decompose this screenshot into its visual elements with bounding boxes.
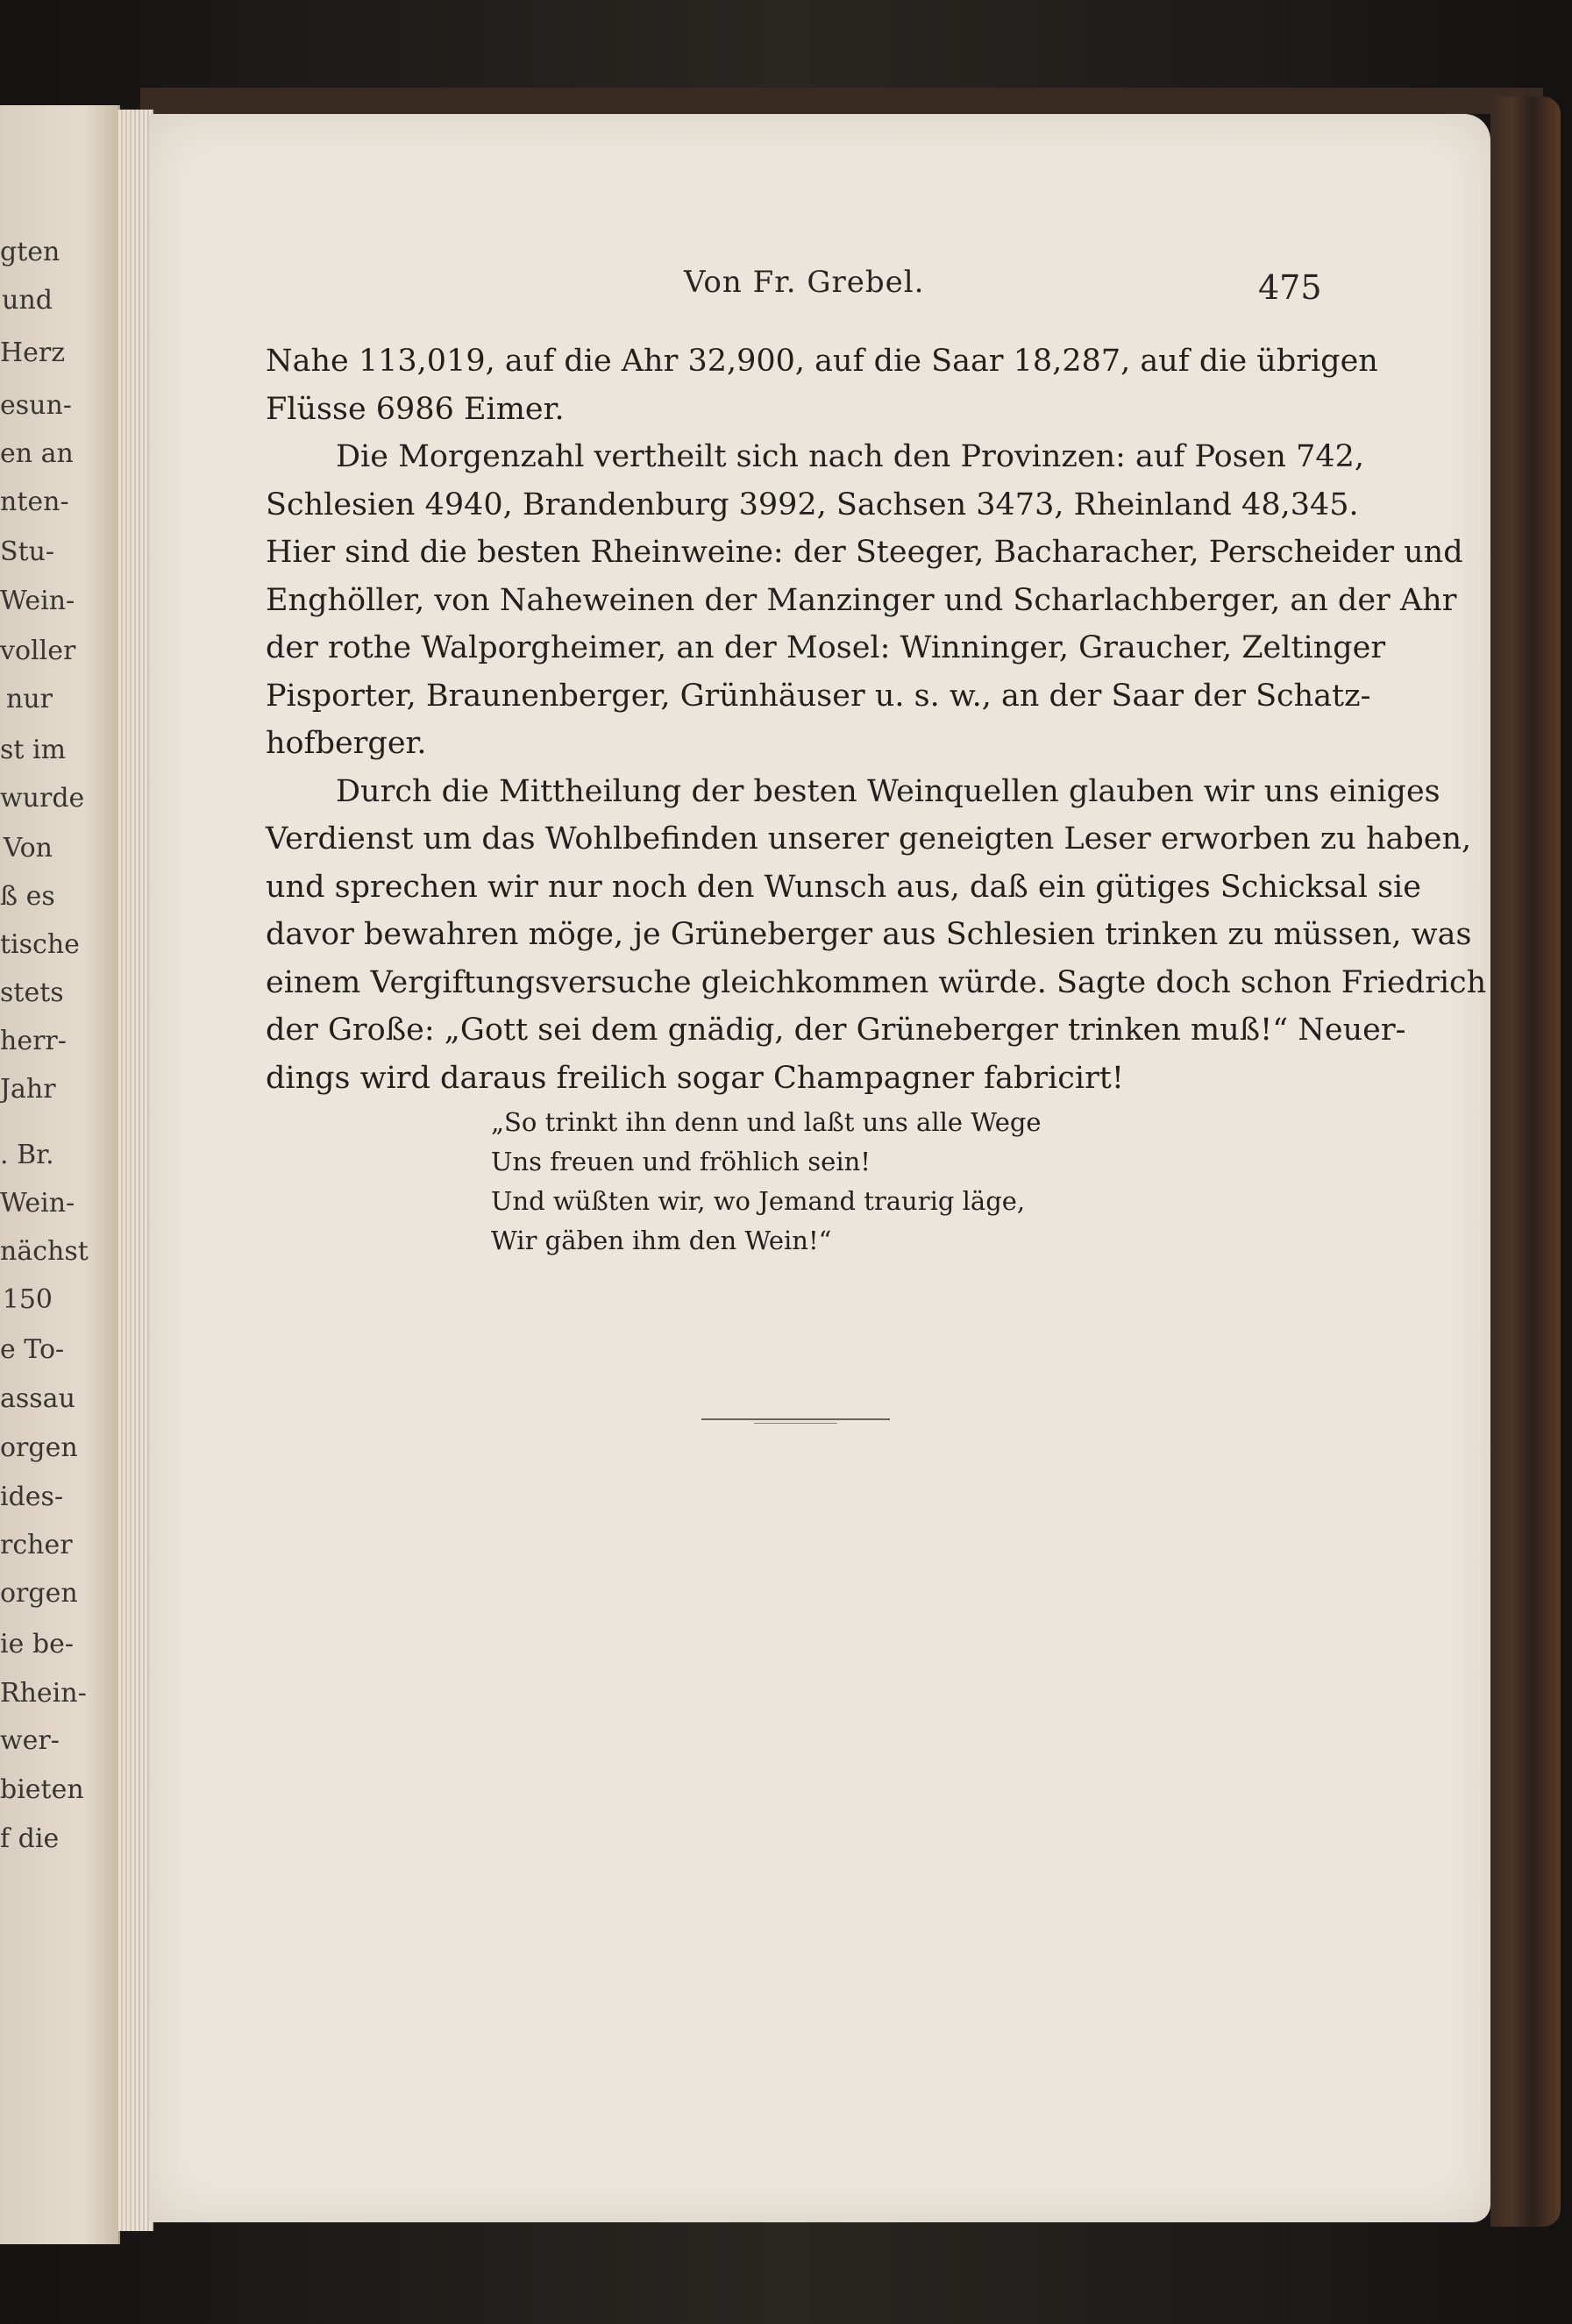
page-number: 475 <box>1258 268 1322 307</box>
facing-page-fragment: Wein- <box>0 586 75 616</box>
facing-page-fragment: rcher <box>0 1530 73 1560</box>
facing-page-fragment: f die <box>0 1823 60 1854</box>
facing-page-fragment: e To- <box>0 1334 65 1365</box>
facing-page-fragment: esun- <box>0 390 72 421</box>
paragraph <box>266 768 1487 1103</box>
text-line: Hier sind die besten Rheinweine: der Steeger, Bacharacher, Perscheider und <box>266 535 1463 570</box>
facing-page-fragment: Stu- <box>0 537 55 567</box>
facing-page-fragment: ie be- <box>0 1629 74 1659</box>
facing-page-fragment: voller <box>0 636 76 666</box>
facing-page-fragment: orgen <box>0 1578 78 1609</box>
text-line: Schlesien 4940, Brandenburg 3992, Sachsen 3473, Rheinland 48,345. <box>266 487 1359 522</box>
facing-page-fragment: stets <box>0 977 64 1008</box>
text-line: dings wird daraus freilich sogar Champagner fabricirt! <box>266 1060 1124 1096</box>
facing-page-fragment: Wein- <box>0 1188 75 1219</box>
text-line: Verdienst um das Wohlbefinden unserer geneigten Leser erworben zu haben, <box>266 821 1472 856</box>
facing-page-fragment: wurde <box>0 783 85 814</box>
facing-page-fragment: 150 <box>2 1284 53 1315</box>
facing-page-fragment: Herz <box>0 338 66 368</box>
facing-page-fragment: nächst <box>0 1236 89 1267</box>
facing-page-fragment: nten- <box>0 487 69 517</box>
text-line: der rothe Walporgheimer, an der Mosel: Winninger, Graucher, Zeltinger <box>266 630 1386 665</box>
text-line: Nahe 113,019, auf die Ahr 32,900, auf die Saar 18,287, auf die übrigen <box>266 344 1378 379</box>
facing-page-fragment: en an <box>0 438 74 469</box>
poem-quote <box>491 1103 1192 1261</box>
body-text <box>266 338 1487 1102</box>
facing-page-fragment: st im <box>0 735 67 765</box>
facing-page-fragment: ides- <box>0 1482 64 1512</box>
text-line: Die Morgenzahl vertheilt sich nach den Provinzen: auf Posen 742, <box>336 439 1364 474</box>
paragraph <box>266 433 1463 768</box>
poem-line: Wir gäben ihm den Wein!“ <box>491 1226 832 1255</box>
facing-page-fragment: tische <box>0 929 80 960</box>
facing-page-fragment: gten <box>0 237 60 267</box>
facing-page-fragment: orgen <box>0 1432 78 1463</box>
facing-page-fragment: . Br. <box>0 1140 54 1170</box>
facing-page-fragment: nur <box>6 684 53 714</box>
text-line: und sprechen wir nur noch den Wunsch aus, daß ein gütiges Schicksal sie <box>266 869 1421 905</box>
book-cover-right-edge <box>1490 96 1561 2227</box>
poem-line: Uns freuen und fröhlich sein! <box>491 1147 871 1176</box>
facing-page-fragment: Von <box>3 833 53 864</box>
text-line: Pisporter, Braunenberger, Grünhäuser u. s. w., an der Saar der Schatz- <box>266 678 1371 714</box>
text-line: Durch die Mittheilung der besten Weinquellen glauben wir uns einiges <box>336 773 1440 809</box>
closing-rule-short <box>754 1423 837 1424</box>
book-cover-edge <box>140 88 1543 114</box>
facing-page-fragment: wer- <box>0 1725 60 1756</box>
poem-line: Und wüßten wir, wo Jemand traurig läge, <box>491 1186 1026 1216</box>
facing-page-fragment: herr- <box>0 1026 67 1056</box>
text-line: der Große: „Gott sei dem gnädig, der Grüneberger trinken muß!“ Neuer- <box>266 1013 1406 1048</box>
facing-page <box>0 105 120 2244</box>
facing-page-fragment: Jahr <box>0 1074 56 1105</box>
text-line: davor bewahren möge, je Grüneberger aus Schlesien trinken zu müssen, was <box>266 917 1472 952</box>
text-line: einem Vergiftungsversuche gleichkommen würde. Sagte doch schon Friedrich <box>266 964 1487 1000</box>
facing-page-fragment: assau <box>0 1383 75 1414</box>
poem-line: „So trinkt ihn denn und laßt uns alle Wege <box>491 1107 1042 1137</box>
text-line: Enghöller, von Naheweinen der Manzinger und Scharlachberger, an der Ahr <box>266 582 1457 618</box>
page-block-edge <box>118 110 153 2231</box>
running-head: Von Fr. Grebel. <box>684 265 925 300</box>
paragraph <box>266 338 1378 433</box>
facing-page-fragment: Rhein- <box>0 1678 87 1709</box>
facing-page-fragment: bieten <box>0 1774 84 1805</box>
text-line: hofberger. <box>266 726 427 761</box>
facing-page-fragment: ß es <box>0 881 55 912</box>
facing-page-fragment: und <box>2 285 53 316</box>
text-line: Flüsse 6986 Eimer. <box>266 391 565 427</box>
closing-rule <box>701 1418 890 1420</box>
